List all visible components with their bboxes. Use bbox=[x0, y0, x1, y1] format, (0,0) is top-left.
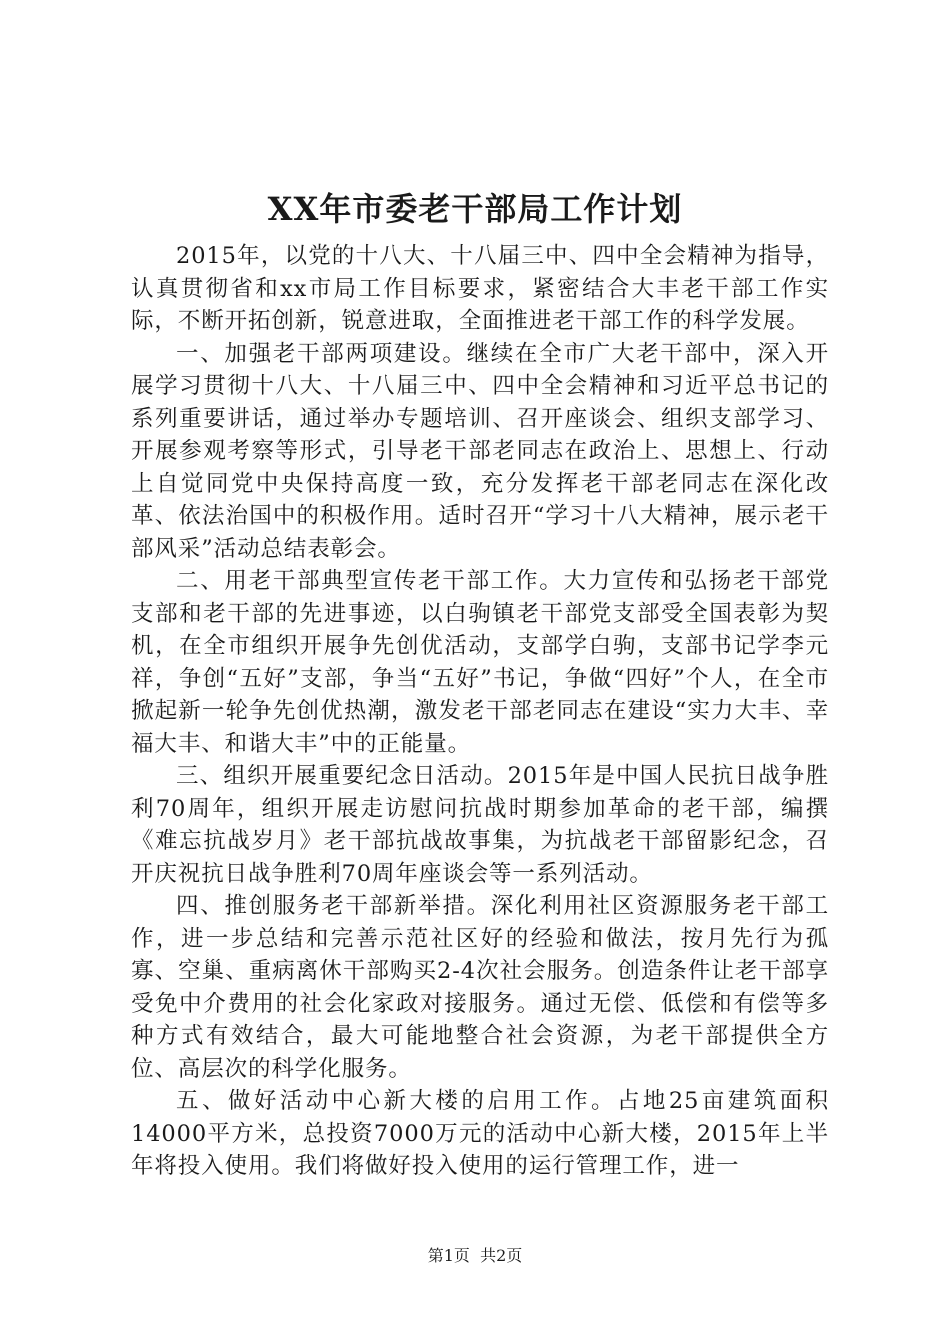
document-title: XX年市委老干部局工作计划 bbox=[267, 190, 683, 228]
paragraph-item-2: 二、用老干部典型宣传老干部工作。大力宣传和弘扬老干部党支部和老干部的先进事迹，以白驹镇老干部党支部受全国表彰为契机，在全市组织开展争先创优活动，支部学白驹，支部书记学李元祥，争创“五好”支部，争当“五好”书记，争做“四好”个人，在全市掀起新一轮争先创优热潮，激发老干部老同志在建设“实力大丰、幸福大丰、和谐大丰”中的正能量。 bbox=[131, 568, 829, 757]
page-number: 第1页 bbox=[427, 1246, 470, 1265]
page-total: 共2页 bbox=[480, 1246, 523, 1265]
paragraph-intro: 2015年，以党的十八大、十八届三中、四中全会精神为指导，认真贯彻省和xx市局工作目标要求，紧密结合大丰老干部工作实际，不断开拓创新，锐意进取，全面推进老干部工作的科学发展。 bbox=[131, 243, 829, 334]
paragraph-item-4: 四、推创服务老干部新举措。深化利用社区资源服务老干部工作，进一步总结和完善示范社区好的经验和做法，按月先行为孤寡、空巢、重病离休干部购买2-4次社会服务。创造条件让老干部享受免中介费用的社会化家政对接服务。通过无偿、低偿和有偿等多种方式有效结合，最大可能地整合社会资源，为老干部提供全方位、高层次的科学化服务。 bbox=[131, 893, 829, 1082]
document-body bbox=[131, 240, 829, 1183]
paragraph-item-5: 五、做好活动中心新大楼的启用工作。占地25亩建筑面积14000平方米，总投资7000万元的活动中心新大楼，2015年上半年将投入使用。我们将做好投入使用的运行管理工作，进一 bbox=[131, 1088, 829, 1179]
paragraph-item-3: 三、组织开展重要纪念日活动。2015年是中国人民抗日战争胜利70周年，组织开展走访慰问抗战时期参加革命的老干部，编撰《难忘抗战岁月》老干部抗战故事集，为抗战老干部留影纪念，召开庆祝抗日战争胜利70周年座谈会等一系列活动。 bbox=[131, 763, 829, 887]
page-footer bbox=[0, 1244, 950, 1268]
paragraph-item-1: 一、加强老干部两项建设。继续在全市广大老干部中，深入开展学习贯彻十八大、十八届三中、四中全会精神和习近平总书记的系列重要讲话，通过举办专题培训、召开座谈会、组织支部学习、开展参观考察等形式，引导老干部老同志在政治上、思想上、行动上自觉同党中央保持高度一致，充分发挥老干部老同志在深化改革、依法治国中的积极作用。适时召开“学习十八大精神，展示老干部风采”活动总结表彰会。 bbox=[131, 340, 829, 562]
